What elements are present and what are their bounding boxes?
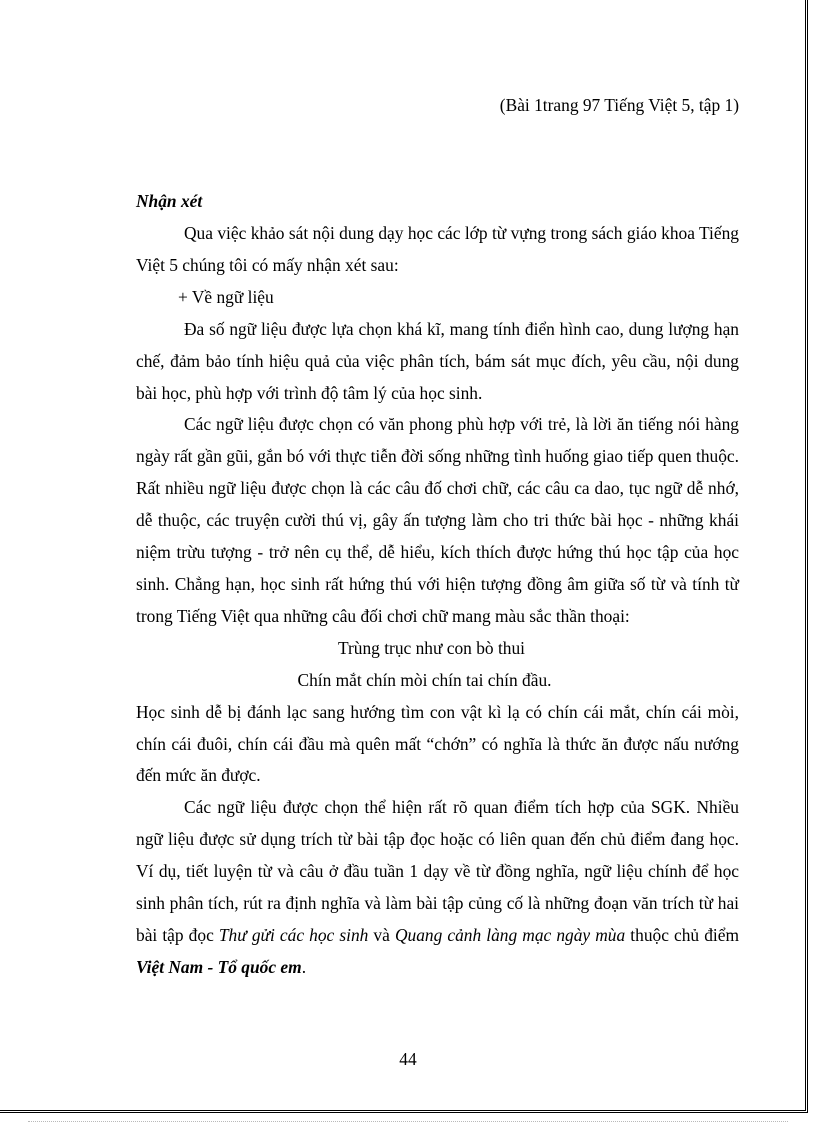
verse-line-2: Chín mắt chín mòi chín tai chín đầu. — [297, 669, 552, 690]
paragraph-4-text-b: và — [368, 924, 395, 945]
paragraph-4-text-a: Các ngữ liệu được chọn thể hiện rất rõ quan điểm tích hợp của SGK. Nhiều ngữ liệu được sử dụng trích từ bài tập đọc hoặc có liên quan đến chủ điểm đang học. Ví dụ, tiết luyện từ và câu ở đầu tuần 1 dạy về từ đồng nghĩa, ngữ liệu chính để học sinh phân tích, rút ra định nghĩa và làm bài tập củng cố là những đoạn văn trích từ hai bài tập đọc — [136, 797, 739, 945]
paragraph-4-text-d: . — [301, 956, 307, 977]
page-number: 44 — [399, 1049, 417, 1069]
verse-line-1: Trùng trục như con bò thui — [337, 637, 526, 658]
paragraph-2: Các ngữ liệu được chọn có văn phong phù hợp với trẻ, là lời ăn tiếng nói hàng ngày rất gần gũi, gắn bó với thực tiễn đời sống những tình huống giao tiếp quen thuộc. Rất nhiều ngữ liệu được chọn là các câu đố chơi chữ, các câu ca dao, tục ngữ dễ nhớ, dễ thuộc, các truyện cười thú vị, gây ấn tượng làm cho tri thức bài học - những khái niệm trừu tượng - trở nên cụ thể, dễ hiểu, kích thích được hứng thú học tập của học sinh. Chẳng hạn, học sinh rất hứng thú với hiện tượng đồng âm giữa số từ và tính từ trong Tiếng Việt qua những câu đối chơi chữ mang màu sắc thần thoại: — [136, 414, 739, 626]
paragraph-4-text-c: thuộc chủ điểm — [625, 924, 739, 945]
bullet-item: + Về ngữ liệu — [178, 286, 274, 307]
reading-title-1: Thư gửi các học sinh — [218, 924, 369, 945]
footer-rule — [28, 1121, 788, 1122]
intro-paragraph: Qua việc khảo sát nội dung dạy học các lớp từ vựng trong sách giáo khoa Tiếng Việt 5 chúng tôi có mấy nhận xét sau: — [136, 223, 739, 275]
reading-title-2: Quang cảnh làng mạc ngày mùa — [394, 924, 626, 945]
source-reference: (Bài 1trang 97 Tiếng Việt 5, tập 1) — [499, 95, 739, 115]
section-title: Nhận xét — [136, 191, 203, 211]
paragraph-4 — [136, 792, 739, 983]
paragraph-1: Đa số ngữ liệu được lựa chọn khá kĩ, mang tính điển hình cao, dung lượng hạn chế, đảm bảo tính hiệu quả của việc phân tích, bám sát mục đích, yêu cầu, nội dung bài học, phù hợp với trình độ tâm lý của học sinh. — [136, 318, 739, 403]
body-text — [136, 218, 739, 984]
paragraph-3: Học sinh dễ bị đánh lạc sang hướng tìm con vật kì lạ có chín cái mắt, chín cái mòi, chín cái đuôi, chín cái đầu mà quên mất “chớn” có nghĩa là thức ăn được nấu nướng đến mức ăn được. — [136, 701, 739, 786]
theme-name: Việt Nam - Tổ quốc em — [136, 956, 302, 977]
